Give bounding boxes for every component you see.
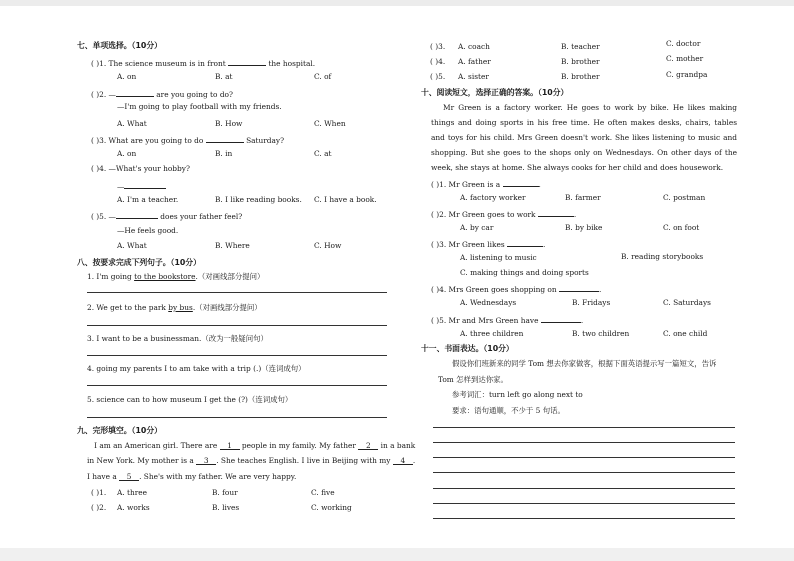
writing-line[interactable] xyxy=(433,488,735,489)
s7-q5-option-a: A. What xyxy=(117,241,147,250)
s7-q3-option-c: C. at xyxy=(314,149,332,158)
writing-line[interactable] xyxy=(433,518,735,519)
s9-q5-option-c: C. grandpa xyxy=(666,70,708,79)
s7-q5-text: ( )5. — does your father feel? xyxy=(91,212,243,221)
s10-q3-option-b: B. reading storybooks xyxy=(621,252,704,261)
s9-q5-option-a: A. sister xyxy=(458,72,489,81)
s7-q4-option-a: A. I'm a teacher. xyxy=(117,195,179,204)
blank[interactable] xyxy=(541,314,581,323)
scan-edge-bottom xyxy=(0,548,794,561)
section9-title: 九、完形填空。（10分） xyxy=(77,426,162,435)
s10-q5-option-c: C. one child xyxy=(663,329,708,338)
s7-q2-option-a: A. What xyxy=(117,119,147,128)
s10-q2-text: ( )2. Mr Green goes to work . xyxy=(431,210,577,219)
s10-passage: Mr Green is a factory worker. He goes to work by bike. He likes making things and doing sports in his free time. He often makes desks, chairs, tables and toys for his child. Mrs Green doesn't work. She likes listening to music and shopping. But she goes to the shops only on Wednesdays. On other days of the week, she stays at home. She always cooks for her child and does housework. xyxy=(431,103,737,172)
s8-q3-text: 3. I want to be a businessman.（改为一般疑问句） xyxy=(87,334,268,343)
s7-q4-option-c: C. I have a book. xyxy=(314,195,377,204)
s7-q4-option-b: B. I like reading books. xyxy=(215,195,302,204)
writing-line[interactable] xyxy=(433,472,735,473)
s7-q1-text: ( )1. The science museum is in front the hospital. xyxy=(91,59,316,68)
s7-q2-text: ( )2. — are you going to do? xyxy=(91,90,233,99)
section7-title: 七、单项选择。（10分） xyxy=(77,41,162,50)
s9-q2-option-b: B. lives xyxy=(212,503,240,512)
blank[interactable] xyxy=(228,57,266,66)
s9-q5-option-b: B. brother xyxy=(561,72,600,81)
blank[interactable] xyxy=(507,238,543,247)
s10-q1-text: ( )1. Mr Green is a . xyxy=(431,180,541,189)
s10-q1-option-a: A. factory worker xyxy=(460,193,526,202)
s7-q1-option-c: C. of xyxy=(314,72,332,81)
s8-q4-text: 4. going my parents I to am take with a trip (.)（连词成句） xyxy=(87,364,306,373)
s9-q4-num: ( )4. xyxy=(430,57,446,66)
s8-q2-text: 2. We get to the park by bus.（对画线部分提问） xyxy=(87,303,262,312)
s7-q3-option-b: B. in xyxy=(215,149,233,158)
s9-q3-option-b: B. teacher xyxy=(561,42,600,51)
s10-q5-option-a: A. three children xyxy=(460,329,524,338)
cloze-blank-2[interactable]: 2 xyxy=(358,441,378,450)
s9-q3-num: ( )3. xyxy=(430,42,446,51)
section8-title: 八、按要求完成下列句子。（10分） xyxy=(77,258,201,267)
s9-q1-option-b: B. four xyxy=(212,488,238,497)
s7-q2-option-b: B. How xyxy=(215,119,243,128)
s9-passage-line1: I am an American girl. There are 1 people in my family. My father 2 in a bank xyxy=(94,441,416,450)
s9-q2-option-a: A. works xyxy=(117,503,150,512)
s7-q5-option-c: C. How xyxy=(314,241,342,250)
answer-line[interactable] xyxy=(87,385,387,386)
cloze-blank-1[interactable]: 1 xyxy=(220,441,240,450)
s11-prompt-requirements: 要求：语句通顺，不少于 5 句话。 xyxy=(452,406,565,415)
s7-q2-line2: —I'm going to play football with my friends. xyxy=(117,102,282,111)
s9-q1-num: ( )1. xyxy=(91,488,107,497)
s7-q5-line2: —He feels good. xyxy=(117,226,179,235)
s10-q1-option-c: C. postman xyxy=(663,193,706,202)
blank[interactable] xyxy=(538,208,574,217)
blank[interactable] xyxy=(503,178,539,187)
s10-q3-text: ( )3. Mr Green likes . xyxy=(431,240,546,249)
s7-q1-option-a: A. on xyxy=(117,72,137,81)
writing-line[interactable] xyxy=(433,457,735,458)
s7-q4-line2: — xyxy=(117,180,166,192)
blank[interactable] xyxy=(559,283,599,292)
s9-q1-option-a: A. three xyxy=(117,488,148,497)
s7-q2-option-c: C. When xyxy=(314,119,346,128)
s9-q4-option-c: C. mother xyxy=(666,54,704,63)
s10-q4-text: ( )4. Mrs Green goes shopping on . xyxy=(431,285,602,294)
answer-line[interactable] xyxy=(87,292,387,293)
s9-q1-option-c: C. five xyxy=(311,488,335,497)
scan-edge-top xyxy=(0,0,794,6)
s10-q2-option-b: B. by bike xyxy=(565,223,603,232)
writing-line[interactable] xyxy=(433,442,735,443)
writing-line[interactable] xyxy=(433,427,735,428)
s10-q4-option-b: B. Fridays xyxy=(572,298,611,307)
s9-passage-line3: I have a 5 . She's with my father. We are very happy. xyxy=(87,472,297,481)
blank[interactable] xyxy=(124,180,166,189)
writing-line[interactable] xyxy=(433,503,735,504)
s9-q2-option-c: C. working xyxy=(311,503,352,512)
s10-q3-option-a: A. listening to music xyxy=(460,253,537,262)
s10-q1-option-b: B. farmer xyxy=(565,193,601,202)
s9-q4-option-a: A. father xyxy=(458,57,491,66)
cloze-blank-3[interactable]: 3 xyxy=(196,456,216,465)
section11-title: 十一、书面表达。（10分） xyxy=(421,344,514,353)
s9-q2-num: ( )2. xyxy=(91,503,107,512)
s10-q2-option-a: A. by car xyxy=(460,223,494,232)
cloze-blank-4[interactable]: 4 xyxy=(393,456,413,465)
s7-q3-option-a: A. on xyxy=(117,149,137,158)
s7-q5-option-b: B. Where xyxy=(215,241,250,250)
blank[interactable] xyxy=(116,88,154,97)
answer-line[interactable] xyxy=(87,355,387,356)
s10-q5-option-b: B. two children xyxy=(572,329,630,338)
s9-q3-option-a: A. coach xyxy=(458,42,490,51)
s11-prompt-vocab: 参考词汇：turn left go along next to xyxy=(452,390,583,399)
s7-q4-text: ( )4. —What's your hobby? xyxy=(91,164,190,173)
s9-passage-line2: in New York. My mother is a 3 . She teaches English. I live in Beijing with my 4 . xyxy=(87,456,416,465)
answer-line[interactable] xyxy=(87,325,387,326)
s8-q1-text: 1. I'm going to the bookstore.（对画线部分提问） xyxy=(87,272,265,281)
s11-prompt-line2: Tom 怎样到达你家。 xyxy=(438,375,508,384)
s10-q4-option-a: A. Wednesdays xyxy=(460,298,517,307)
s9-q5-num: ( )5. xyxy=(430,72,446,81)
s7-q1-option-b: B. at xyxy=(215,72,233,81)
blank[interactable] xyxy=(116,210,158,219)
blank[interactable] xyxy=(206,134,244,143)
s10-q4-option-c: C. Saturdays xyxy=(663,298,711,307)
s10-q3-option-c: C. making things and doing sports xyxy=(460,268,589,277)
answer-line[interactable] xyxy=(87,417,387,418)
s7-q3-text: ( )3. What are you going to do Saturday? xyxy=(91,136,285,145)
s10-q2-option-c: C. on foot xyxy=(663,223,700,232)
cloze-blank-5[interactable]: 5 xyxy=(119,472,139,481)
section10-title: 十、阅读短文，选择正确的答案。（10分） xyxy=(421,88,569,97)
s9-q3-option-c: C. doctor xyxy=(666,39,701,48)
s8-q5-text: 5. science can to how museum I get the (?)（连词成句） xyxy=(87,395,293,404)
s10-q5-text: ( )5. Mr and Mrs Green have . xyxy=(431,316,584,325)
s9-q4-option-b: B. brother xyxy=(561,57,600,66)
s11-prompt-line1: 假设你们班新来的同学 Tom 想去你家做客，根据下面英语提示写一篇短文，告诉 xyxy=(452,359,717,368)
